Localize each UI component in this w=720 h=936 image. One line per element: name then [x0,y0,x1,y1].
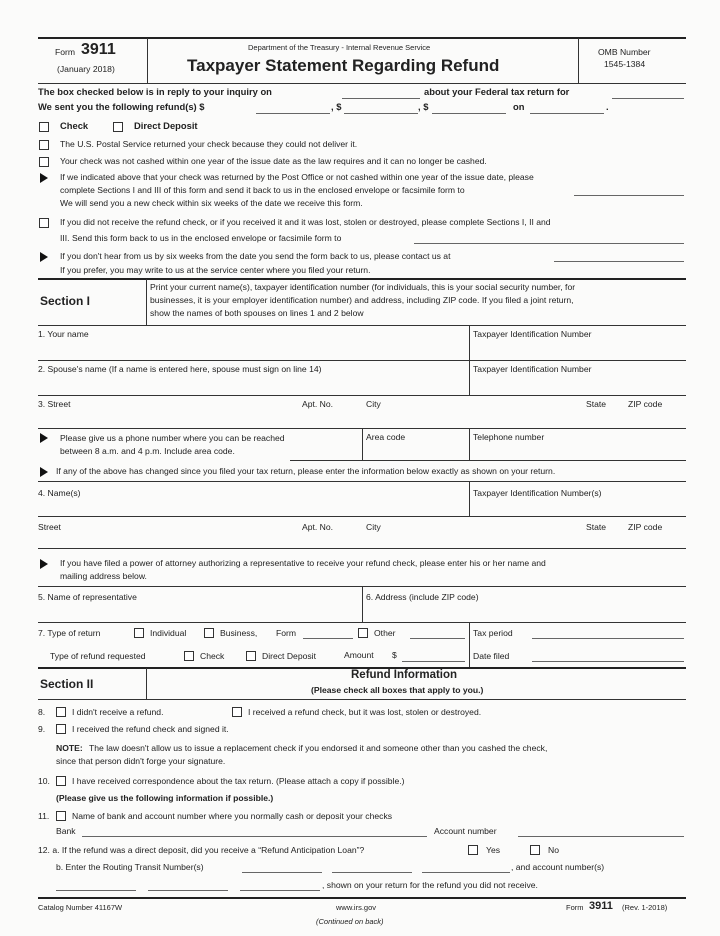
footer-rule [38,897,686,899]
account-field[interactable] [518,836,684,837]
street-label: 3. Street [38,399,71,409]
business-checkbox[interactable] [204,628,214,638]
other-label: Other [374,628,396,638]
footer-form-label: Form [566,903,584,912]
form-field[interactable] [303,638,353,639]
section1-divider [146,279,147,325]
amount-field[interactable] [402,661,465,662]
date-filed-label: Date filed [473,651,510,661]
notice-2: Your check was not cashed within one year of the issue date as the law requires and it can no longer be cashed. [60,156,487,166]
refund-amount-3[interactable] [432,113,506,114]
on-label: on [513,101,525,112]
phone-text-2: between 8 a.m. and 4 p.m. Include area code. [60,446,235,456]
spouse-name-label: 2. Spouse's name (If a name is entered here, spouse must sign on line 14) [38,364,322,374]
divider [469,481,470,516]
notice-4-checkbox[interactable] [39,218,49,228]
names-label: 4. Name(s) [38,488,81,498]
refund-dd-label: Direct Deposit [262,651,316,661]
divider [469,622,470,668]
rule [38,548,686,549]
acct-num-2[interactable] [148,890,228,891]
intro-line1b: about your Federal tax return for [424,86,570,97]
fax-field-1[interactable] [574,195,684,196]
omb-number: 1545-1384 [604,59,646,69]
divider [469,325,470,360]
divider [362,428,363,460]
notice-3c: We will send you a new check within six weeks of the date we receive this form. [60,198,363,208]
date-filed-field[interactable] [532,661,684,662]
poa-text-1: If you have filed a power of attorney authorizing a representative to receive your refund check, please enter his or her name and [60,558,546,568]
poa-text-2: mailing address below. [60,571,147,581]
notice-4a: If you did not receive the refund check, or if you received it and it was lost, stolen or destroyed, please complete Sections I, II and [60,217,551,227]
inquiry-date-field[interactable] [342,98,420,99]
direct-deposit-label: Direct Deposit [134,120,198,131]
department: Department of the Treasury - Internal Revenue Service [248,43,431,52]
bank-instruction: Name of bank and account number where you normally cash or deposit your checks [72,811,393,821]
refund-date-field[interactable] [530,113,604,114]
other-field[interactable] [410,638,465,639]
apt2-label: Apt. No. [302,522,334,532]
footer-revision: (Rev. 1-2018) [622,903,668,912]
line-9-number: 9. [38,724,46,734]
continued-note: (Continued on back) [316,917,384,926]
arrow-icon [40,433,48,443]
apt-label: Apt. No. [302,399,334,409]
rule [38,481,686,482]
shown-label: , shown on your return for the refund you did not receive. [322,880,538,890]
arrow-icon [40,173,48,183]
intro-line2: We sent you the following refund(s) $ [38,101,205,112]
acct-num-1[interactable] [56,890,136,891]
other-checkbox[interactable] [358,628,368,638]
no-refund-label: I didn't receive a refund. [72,707,164,717]
catalog-number: Catalog Number 41167W [38,903,123,912]
fax-field-2[interactable] [414,243,684,244]
check-label: Check [60,120,89,131]
section1-title: Section I [40,294,91,308]
comma-dollar-2: , $ [418,101,429,112]
intro-line1: The box checked below is in reply to your inquiry on [38,86,272,97]
amount-label: Amount [344,650,374,660]
divider [362,586,363,622]
no-label: No [548,845,559,855]
area-code-label: Area code [366,432,406,442]
refund-check-label: Check [200,651,225,661]
address-label: 6. Address (include ZIP code) [366,592,479,602]
note-text-2: since that person didn't forge your signature. [56,756,226,766]
city2-label: City [366,522,381,532]
lost-check-checkbox[interactable] [232,707,242,717]
header-top-rule [38,37,686,39]
rule [38,325,686,326]
info-request: (Please give us the following information if possible.) [56,793,274,803]
state2-label: State [586,522,607,532]
line-8-number: 8. [38,707,46,717]
routing-3[interactable] [422,872,510,873]
account-label: Account number [434,826,497,836]
tax-period-label: Tax period [473,628,513,638]
notice-4b: III. Send this form back to us in the enclosed envelope or facsimile form to [60,233,342,243]
changed-text: If any of the above has changed since you filed your tax return, please enter the information below exactly as shown on your return. [56,466,556,476]
section2-title: Section II [40,677,94,691]
signed-label: I received the refund check and signed it. [72,724,229,734]
arrow-icon [40,467,48,477]
section1-desc1: Print your current name(s), taxpayer identification number (for individuals, this is your social security number, for [150,282,576,292]
notice-2-checkbox[interactable] [39,157,49,167]
form-label: Form [55,47,76,57]
section1-top-rule [38,278,686,280]
and-account-label: , and account number(s) [511,862,605,872]
no-refund-checkbox[interactable] [56,707,66,717]
refund-amount-1[interactable] [256,113,330,114]
rule [38,360,686,361]
tax-period-field[interactable] [532,638,684,639]
line-10-number: 10. [38,776,50,786]
phone-text-1: Please give us a phone number where you can be reached [60,433,285,443]
tax-year-field[interactable] [612,98,684,99]
bank-label: Bank [56,826,76,836]
yes-checkbox[interactable] [468,845,478,855]
state-label: State [586,399,607,409]
section1-desc3: show the names of both spouses on lines 1 and 2 below [150,308,364,318]
no-checkbox[interactable] [530,845,540,855]
type-refund-label: Type of refund requested [50,651,146,661]
line-12b: b. Enter the Routing Transit Number(s) [56,862,204,872]
form-number: 3911 [81,41,116,58]
bank-field[interactable] [82,836,427,837]
zip-label: ZIP code [628,399,663,409]
routing-2[interactable] [332,872,412,873]
form-title: Taxpayer Statement Regarding Refund [187,56,500,75]
divider [469,428,470,460]
website: www.irs.gov [336,903,377,912]
signed-checkbox[interactable] [56,724,66,734]
tin-label: Taxpayer Identification Number [473,329,592,339]
check-checkbox[interactable] [39,122,49,132]
refund-info-heading: Refund Information [351,669,458,681]
header-divider-right [578,38,579,83]
arrow-icon [40,252,48,262]
spouse-tin-label: Taxpayer Identification Number [473,364,592,374]
correspondence-label: I have received correspondence about the tax return. (Please attach a copy if possible.) [72,776,405,786]
dollar-sign: $ [392,650,397,660]
line-12a: 12. a. If the refund was a direct deposit, did you receive a “Refund Anticipation Loan”? [38,845,365,855]
note-label: NOTE: [56,743,83,753]
routing-1[interactable] [242,872,322,873]
contact-field[interactable] [554,261,684,262]
refund-amount-2[interactable] [344,113,418,114]
form-field-label: Form [276,628,297,638]
section1-desc2: businesses, it is your employer identification number) and address, including ZIP code. If you filed a joint return, [150,295,574,305]
rep-label: 5. Name of representative [38,592,137,602]
telephone-label: Telephone number [473,432,545,442]
refund-info-sub: (Please check all boxes that apply to you.) [311,685,484,695]
business-label: Business, [220,628,258,638]
direct-deposit-checkbox[interactable] [113,122,123,132]
header-divider-left [147,38,148,83]
individual-checkbox[interactable] [134,628,144,638]
notice-3a: If we indicated above that your check was returned by the Post Office or not cashed within one year of the issue date, please [60,172,534,182]
note-text-1: The law doesn't allow us to issue a replacement check if you endorsed it and someone other than you cashed the check, [89,743,548,753]
notice-3b: complete Sections I and III of this form and send it back to us in the enclosed envelope or facsimile form to [60,185,465,195]
city-label: City [366,399,381,409]
rule [290,460,686,461]
rule [38,699,686,700]
divider [469,360,470,395]
rule [38,622,686,623]
arrow-icon [40,559,48,569]
refund-dd-checkbox[interactable] [246,651,256,661]
omb-label: OMB Number [598,47,651,57]
header-bottom-rule [38,83,686,84]
type-return-label: 7. Type of return [38,628,101,638]
tin-s-label: Taxpayer Identification Number(s) [473,488,602,498]
lost-check-label: I received a refund check, but it was lost, stolen or destroyed. [248,707,482,717]
bank-checkbox[interactable] [56,811,66,821]
street2-label: Street [38,522,61,532]
refund-check-checkbox[interactable] [184,651,194,661]
footer-form-number: 3911 [589,900,613,912]
form-date: (January 2018) [57,64,115,74]
acct-num-3[interactable] [240,890,320,891]
notice-5a: If you don't hear from us by six weeks from the date you send the form back to us, please contact us at [60,251,451,261]
notice-1: The U.S. Postal Service returned your check because they could not deliver it. [60,139,358,149]
individual-label: Individual [150,628,187,638]
your-name-label: 1. Your name [38,329,89,339]
comma-dollar-1: , $ [331,101,342,112]
line-11-number: 11. [38,811,50,821]
period: . [606,101,609,112]
section2-divider [146,668,147,699]
rule [38,516,686,517]
yes-label: Yes [486,845,501,855]
notice-1-checkbox[interactable] [39,140,49,150]
correspondence-checkbox[interactable] [56,776,66,786]
rule [38,395,686,396]
zip2-label: ZIP code [628,522,663,532]
notice-5b: If you prefer, you may write to us at the service center where you filed your return. [60,265,371,275]
